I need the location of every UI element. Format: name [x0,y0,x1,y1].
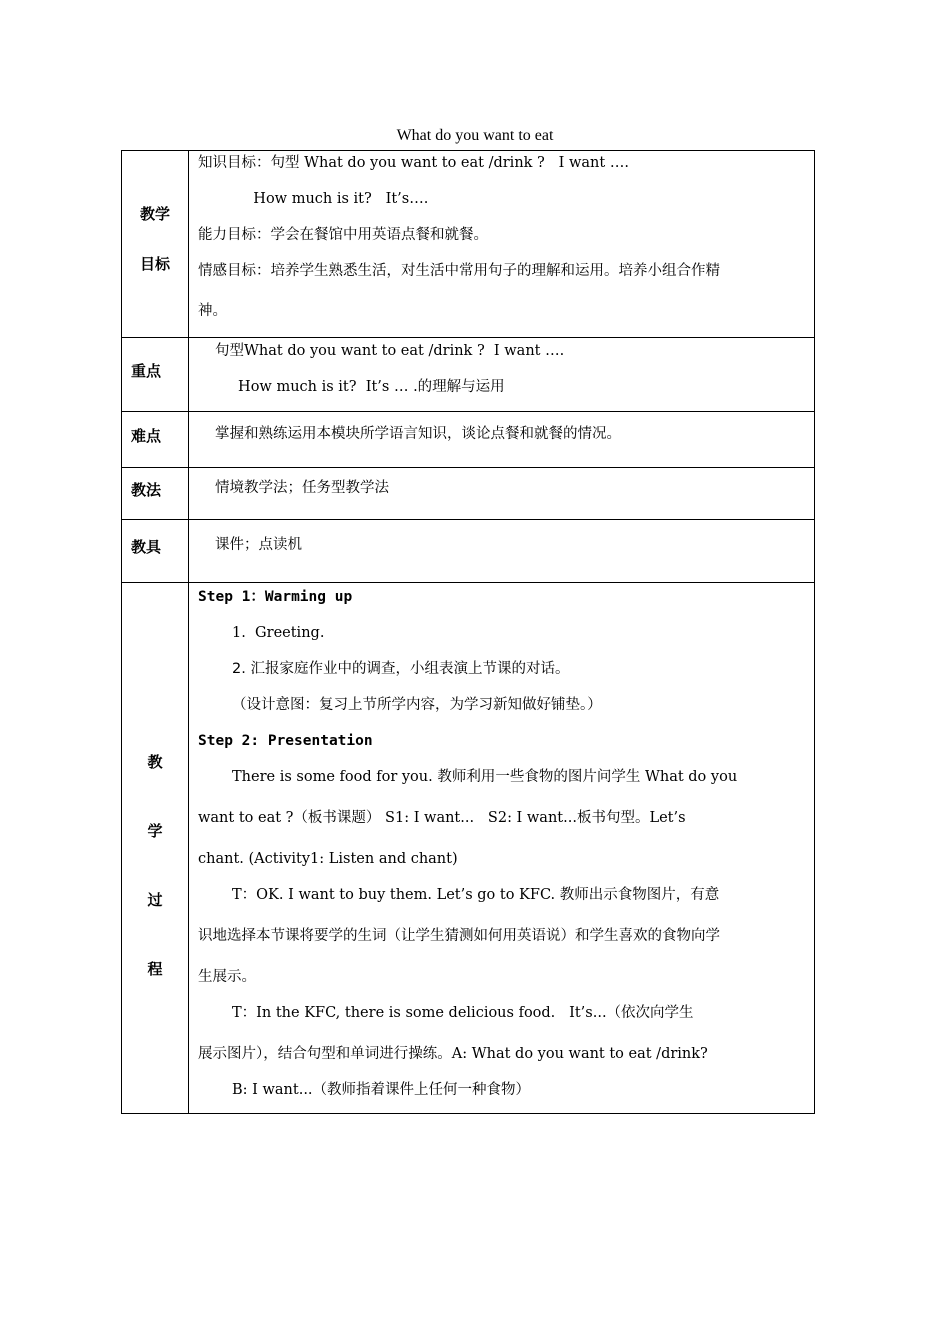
methods-text: 情境教学法；任务型教学法 [215,480,389,496]
objective-ability: 能力目标：学会在餐馆中用英语点餐和就餐。 [198,227,488,243]
step2-line: B: I want...（教师指着课件上任何一种食物） [232,1082,531,1098]
step2-line: 生展示。 [198,969,256,985]
step1-heading: Step 1：Warming up [198,589,353,605]
step2-line: T：In the KFC, there is some delicious food. It’s...（依次向学生 [232,1005,694,1021]
label-difficulties: 难点 [122,412,189,468]
step2-line: There is some food for you. 教师利用一些食物的图片问学生 What do you [232,769,738,785]
tools-text: 课件；点读机 [215,537,302,553]
label-process [122,583,189,1114]
tools-content [189,520,815,583]
label-objectives [122,151,189,338]
table-row-methods [122,468,815,520]
methods-content [189,468,815,520]
step2-line: want to eat ?（板书课题） S1: I want... S2: I want...板书句型。Let’s [198,810,686,826]
difficulties-content [189,412,815,468]
process-content [189,583,815,1114]
step2-line: 识地选择本节课将要学的生词（让学生猜测如何用英语说）和学生喜欢的食物向学 [198,928,720,944]
objectives-content [189,151,815,338]
label-char: 程 [147,960,163,978]
label-char: 学 [147,822,163,840]
objective-emotion-cont: 神。 [198,303,227,319]
table-row-tools [122,520,815,583]
objective-knowledge: 知识目标：句型 What do you want to eat /drink ? I want …. [198,155,629,171]
key-points-content [189,338,815,412]
key-point-line: 句型What do you want to eat /drink ? I want …. [215,343,565,359]
step1-note: （设计意图：复习上节所学内容，为学习新知做好铺垫。） [232,697,602,713]
label-line: 教学 [139,205,170,223]
table-row-difficulties [122,412,815,468]
label-line: 目标 [139,255,170,273]
label-char: 过 [147,891,163,909]
label-char: 教 [147,753,163,771]
label-tools: 教具 [122,520,189,583]
step2-line: T：OK. I want to buy them. Let’s go to KFC. 教师出示食物图片，有意 [232,887,720,903]
step2-line: chant. (Activity1: Listen and chant) [198,851,458,867]
table-row-process [122,583,815,1114]
objective-knowledge-cont: How much is it? It’s…. [198,191,429,207]
step1-item: 1. Greeting. [232,625,325,641]
label-methods: 教法 [122,468,189,520]
document-title: What do you want to eat [396,127,554,144]
step2-line: 展示图片），结合句型和单词进行操练。A: What do you want to eat /drink? [198,1046,708,1062]
lesson-plan-table [121,150,815,1114]
difficulties-text: 掌握和熟练运用本模块所学语言知识，谈论点餐和就餐的情况。 [215,426,621,442]
step2-heading: Step 2: Presentation [198,733,373,749]
key-point-line: How much is it? It’s … .的理解与运用 [215,379,505,395]
label-key-points: 重点 [122,338,189,412]
table-row-objectives [122,151,815,338]
step1-item: 2. 汇报家庭作业中的调查，小组表演上节课的对话。 [232,661,570,677]
objective-emotion: 情感目标：培养学生熟悉生活，对生活中常用句子的理解和运用。培养小组合作精 [198,263,720,279]
table-row-key-points [122,338,815,412]
